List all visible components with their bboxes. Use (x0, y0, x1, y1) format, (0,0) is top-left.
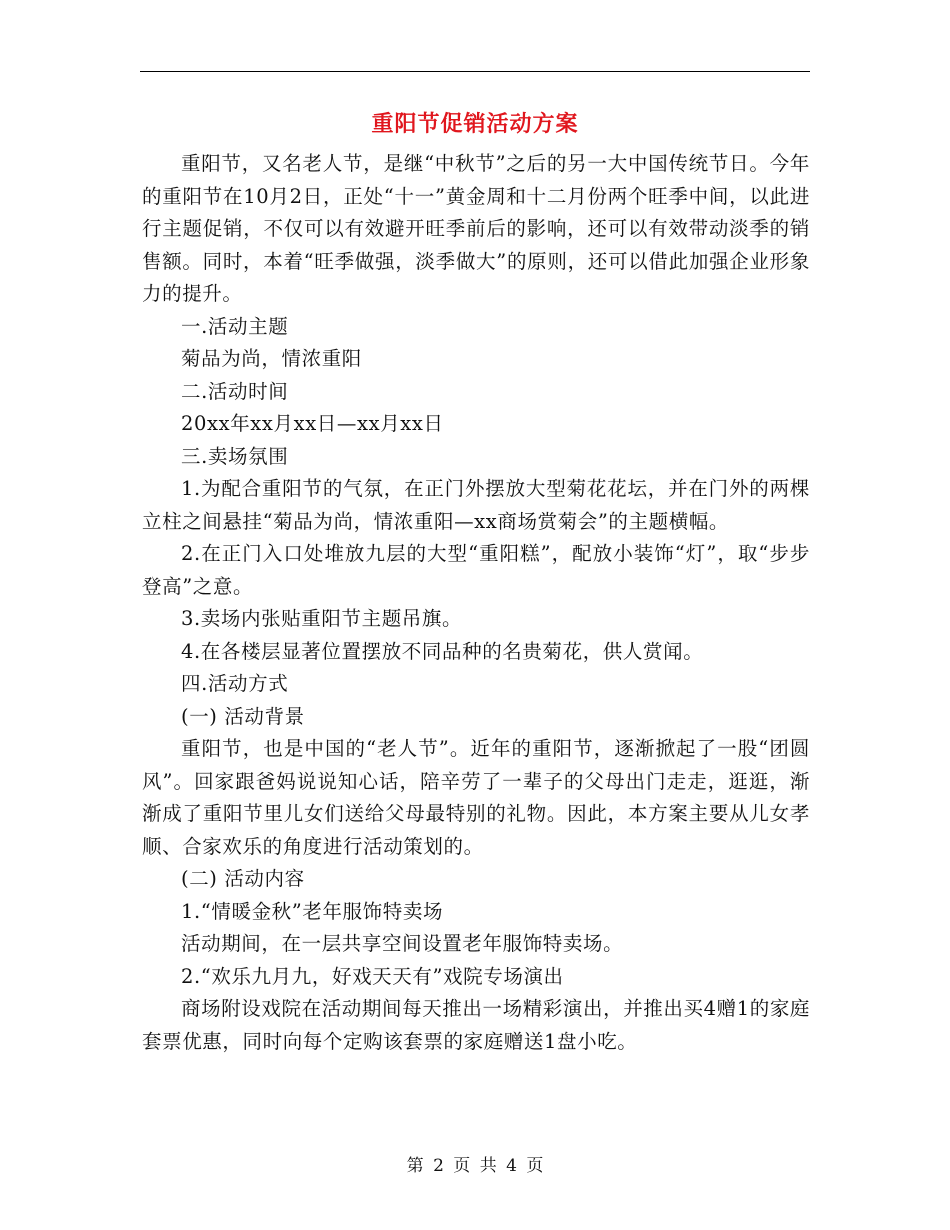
atmosphere-item-4: 4.在各楼层显著位置摆放不同品种的名贵菊花，供人赏闻。 (181, 639, 704, 663)
content-item-2-text: 商场附设戏院在活动期间每天推出一场精彩演出，并推出买4赠1的家庭套票优惠，同时向每个定购该套票的家庭赠送1盘小吃。 (142, 997, 811, 1053)
theme-text: 菊品为尚，情浓重阳 (181, 347, 362, 370)
background-paragraph: 重阳节，也是中国的“老人节”。近年的重阳节，逐渐掀起了一股“团圆风”。回家跟爸妈说说知心话，陪辛劳了一辈子的父母出门走走，逛逛，渐渐成了重阳节里儿女们送给父母最特别的礼物。因此，本方案主要从儿女孝顺、合家欢乐的角度进行活动策划的。 (142, 737, 810, 858)
section-heading-theme: 一.活动主题 (181, 314, 289, 338)
time-text: 20xx年xx月xx日—xx月xx日 (181, 412, 444, 435)
atmosphere-item-2: 2.在正门入口处堆放九层的大型“重阳糕”，配放小装饰“灯”，取“步步登高”之意。 (142, 542, 810, 598)
content-item-1-title: 1.“情暖金秋”老年服饰特卖场 (181, 899, 444, 923)
content-item-1-text: 活动期间，在一层共享空间设置老年服饰特卖场。 (181, 932, 624, 955)
content-item-2-title: 2.“欢乐九月九，好戏天天有”戏院专场演出 (181, 964, 564, 988)
document-body (142, 148, 810, 1058)
subheading-background: (一) 活动背景 (181, 704, 305, 728)
section-heading-time: 二.活动时间 (181, 379, 289, 403)
subheading-content: (二) 活动内容 (181, 867, 305, 890)
header-rule (140, 71, 810, 72)
atmosphere-item-3: 3.卖场内张贴重阳节主题吊旗。 (181, 607, 463, 630)
intro-paragraph: 重阳节，又名老人节，是继“中秋节”之后的另一大中国传统节日。今年的重阳节在10月2日，正处“十一”黄金周和十二月份两个旺季中间，以此进行主题促销，不仅可以有效避开旺季前后的影响，还可以有效带动淡季的销售额。同时，本着“旺季做强，淡季做大”的原则，还可以借此加强企业形象力的提升。 (142, 152, 810, 305)
section-heading-atmosphere: 三.卖场氛围 (181, 444, 289, 468)
section-heading-method: 四.活动方式 (181, 672, 289, 695)
document-title: 重阳节促销活动方案 (371, 111, 579, 137)
page-footer: 第 2 页 共 4 页 (406, 1156, 544, 1176)
atmosphere-item-1: 1.为配合重阳节的气氛，在正门外摆放大型菊花花坛，并在门外的两棵立柱之间悬挂“菊品为尚，情浓重阳—xx商场赏菊会”的主题横幅。 (142, 477, 810, 533)
